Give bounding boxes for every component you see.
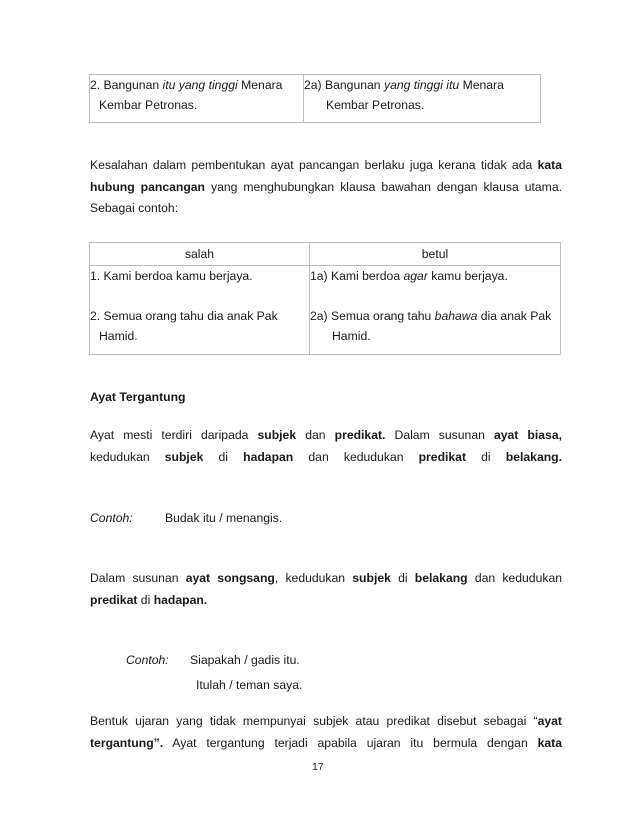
cell-text: Kembar Petronas. xyxy=(99,98,198,112)
cell-text: Kembar Petronas. xyxy=(326,98,425,112)
cell-text: 2a) Bangunan xyxy=(304,78,384,92)
column-header-betul: betul xyxy=(310,243,561,266)
cell-text: Hamid. xyxy=(99,329,138,343)
cell-text: Menara xyxy=(237,78,283,92)
cell-text-italic: agar xyxy=(403,269,428,283)
table-cell xyxy=(304,75,541,123)
cell-text: 2a) Semua orang tahu xyxy=(310,309,435,323)
table-header-row xyxy=(90,243,561,266)
comparison-table-1 xyxy=(89,74,541,123)
cell-text: 1. Kami berdoa kamu berjaya. xyxy=(90,269,253,283)
page-number: 17 xyxy=(312,761,324,773)
cell-text: 2. Semua orang tahu dia anak Pak xyxy=(90,309,278,323)
table-row xyxy=(90,266,561,355)
paragraph: Dalam susunan ayat songsang, kedudukan subjek di belakang dan kedudukan predikat di hadapan. xyxy=(90,571,563,607)
cell-text-italic: itu yang tinggi xyxy=(162,78,238,92)
cell-text: dia anak Pak xyxy=(477,309,552,323)
comparison-table-2 xyxy=(89,242,561,355)
paragraph: Ayat mesti terdiri daripada subjek dan predikat. Dalam susunan ayat biasa, kedudukan subjek di hadapan dan kedudukan predikat di belakang. xyxy=(90,428,562,464)
cell-text: Menara xyxy=(459,78,504,92)
example-text: Itulah / teman saya. xyxy=(196,678,303,692)
bold-text: hubung pancangan xyxy=(90,179,205,194)
cell-text: Hamid. xyxy=(332,329,371,343)
text: Sebagai contoh: xyxy=(90,201,179,215)
bold-text: kata xyxy=(537,158,562,172)
cell-text-italic: bahawa xyxy=(434,309,478,323)
column-header-salah: salah xyxy=(90,243,310,266)
example-text: Budak itu / menangis. xyxy=(165,511,283,525)
table-row xyxy=(90,75,541,123)
cell-text-italic: yang tinggi itu xyxy=(383,78,460,92)
table-cell xyxy=(90,266,310,355)
example-text: Siapakah / gadis itu. xyxy=(190,653,300,667)
section-heading: Ayat Tergantung xyxy=(90,390,186,404)
example-label: Contoh: xyxy=(126,653,169,667)
cell-text: kamu berjaya. xyxy=(427,269,508,283)
paragraph: Bentuk ujaran yang tidak mempunyai subjek atau predikat disebut sebagai “ayat tergantung”. Ayat tergantung terjadi apabila ujaran itu bermula dengan kata xyxy=(90,714,562,750)
text: yang menghubungkan klausa bawahan dengan klausa utama. xyxy=(205,179,563,194)
table-cell xyxy=(90,75,304,123)
cell-text: 2. Bangunan xyxy=(90,78,163,92)
paragraph xyxy=(90,155,562,220)
table-cell xyxy=(310,266,561,355)
example-label: Contoh: xyxy=(90,511,133,525)
text: Kesalahan dalam pembentukan ayat pancangan berlaku juga kerana tidak ada xyxy=(90,158,538,172)
cell-text: 1a) Kami berdoa xyxy=(310,269,404,283)
